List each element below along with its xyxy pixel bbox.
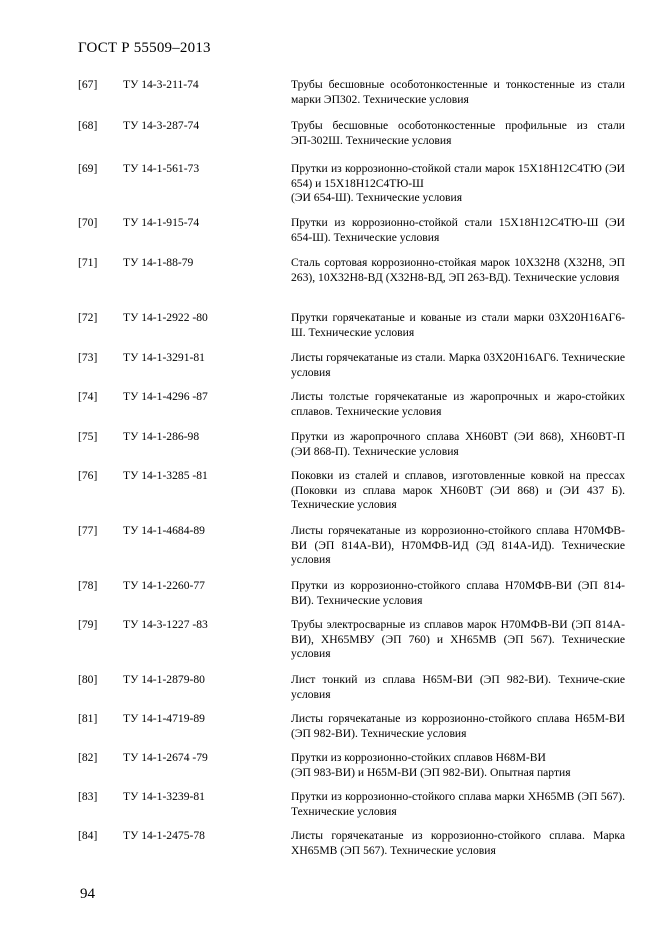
reference-description: Прутки из жаропрочного сплава ХН60ВТ (ЭИ 868), ХН60ВТ-П (ЭИ 868-П). Технические условия (291, 430, 625, 458)
reference-description: Поковки из сталей и сплавов, изготовленные ковкой на прессах (Поковки из сплава марок ХН60ВТ (ЭИ 868) и (ЭИ 437 Б). Технические условия (291, 469, 625, 512)
reference-code: ТУ 14-1-2879-80 (123, 673, 205, 686)
reference-code: ТУ 14-1-561-73 (123, 162, 200, 175)
reference-number: [82] (78, 751, 98, 764)
reference-number: [67] (78, 78, 98, 91)
reference-description: Трубы бесшовные особотонкостенные и тонкостенные из стали марки ЭП302. Технические условия (291, 78, 625, 106)
reference-description: Сталь сортовая коррозионно-стойкая марок 10Х32Н8 (Х32Н8, ЭП 263), 10Х32Н8-ВД (Х32Н8-ВД, ЭП 263-ВД). Технические условия (291, 256, 625, 284)
reference-number: [73] (78, 351, 98, 364)
reference-number: [80] (78, 673, 98, 686)
reference-code: ТУ 14-1-286-98 (123, 430, 200, 443)
reference-code: ТУ 14-1-3239-81 (123, 790, 205, 803)
reference-number: [81] (78, 712, 98, 725)
reference-number: [69] (78, 162, 98, 175)
reference-code: ТУ 14-1-4684-89 (123, 524, 205, 537)
page-number: 94 (80, 886, 95, 902)
reference-number: [77] (78, 524, 98, 537)
reference-code: ТУ 14-1-4719-89 (123, 712, 205, 725)
reference-code: ТУ 14-3-287-74 (123, 119, 200, 132)
reference-description: Листы горячекатаные из коррозионно-стойкого сплава. Марка ХН65МВ (ЭП 567). Технические условия (291, 829, 625, 857)
reference-description: Трубы бесшовные особотонкостенные профильные из стали ЭП-302Ш. Технические условия (291, 119, 625, 147)
reference-code: ТУ 14-1-2260-77 (123, 579, 205, 592)
reference-code: ТУ 14-1-4296 -87 (123, 390, 208, 403)
reference-number: [78] (78, 579, 98, 592)
reference-description: Листы горячекатаные из стали. Марка 03Х20Н16АГ6. Технические условия (291, 351, 625, 379)
reference-number: [72] (78, 311, 98, 324)
reference-description: Лист тонкий из сплава Н65М-ВИ (ЭП 982-ВИ). Техниче-ские условия (291, 673, 625, 701)
reference-description: Прутки из коррозионно-стойкой стали марок 15Х18Н12С4ТЮ (ЭИ 654) и 15Х18Н12С4ТЮ-Ш (ЭИ 654-Ш). Технические условия (291, 162, 625, 205)
reference-description: Прутки из коррозионно-стойкого сплава марки ХН65МВ (ЭП 567). Технические условия (291, 790, 625, 818)
reference-code: ТУ 14-1-2674 -79 (123, 751, 208, 764)
reference-description: Прутки из коррозионно-стойких сплавов Н68М-ВИ (ЭП 983-ВИ) и Н65М-ВИ (ЭП 982-ВИ). Опытная партия (291, 751, 571, 779)
reference-code: ТУ 14-1-2922 -80 (123, 311, 208, 324)
reference-number: [74] (78, 390, 98, 403)
reference-code: ТУ 14-3-1227 -83 (123, 618, 208, 631)
standard-header: ГОСТ Р 55509–2013 (78, 40, 211, 56)
reference-code: ТУ 14-1-3285 -81 (123, 469, 208, 482)
reference-number: [79] (78, 618, 98, 631)
reference-code: ТУ 14-1-3291-81 (123, 351, 205, 364)
reference-number: [75] (78, 430, 98, 443)
reference-number: [70] (78, 216, 98, 229)
reference-description: Прутки горячекатаные и кованые из стали марки 03Х20Н16АГ6-Ш. Технические условия (291, 311, 625, 339)
reference-code: ТУ 14-1-88-79 (123, 256, 194, 269)
reference-number: [71] (78, 256, 98, 269)
reference-number: [76] (78, 469, 98, 482)
reference-description: Трубы электросварные из сплавов марок Н70МФВ-ВИ (ЭП 814А-ВИ), ХН65МВУ (ЭП 760) и ХН65МВ (ЭП 567). Технические условия (291, 618, 625, 661)
reference-description: Прутки из коррозионно-стойкого сплава Н70МФВ-ВИ (ЭП 814-ВИ). Технические условия (291, 579, 625, 607)
reference-code: ТУ 14-3-211-74 (123, 78, 199, 91)
reference-description: Листы толстые горячекатаные из жаропрочных и жаро-стойких сплавов. Технические условия (291, 390, 625, 418)
reference-number: [83] (78, 790, 98, 803)
reference-description: Прутки из коррозионно-стойкой стали 15Х18Н12С4ТЮ-Ш (ЭИ 654-Ш). Технические условия (291, 216, 625, 244)
reference-code: ТУ 14-1-2475-78 (123, 829, 205, 842)
reference-code: ТУ 14-1-915-74 (123, 216, 200, 229)
reference-description: Листы горячекатаные из коррозионно-стойкого сплава Н70МФВ-ВИ (ЭП 814А-ВИ), Н70МФВ-ИД (ЭД 814А-ИД). Технические условия (291, 524, 625, 567)
reference-number: [68] (78, 119, 98, 132)
reference-number: [84] (78, 829, 98, 842)
reference-description: Листы горячекатаные из коррозионно-стойкого сплава Н65М-ВИ (ЭП 982-ВИ). Технические условия (291, 712, 625, 740)
